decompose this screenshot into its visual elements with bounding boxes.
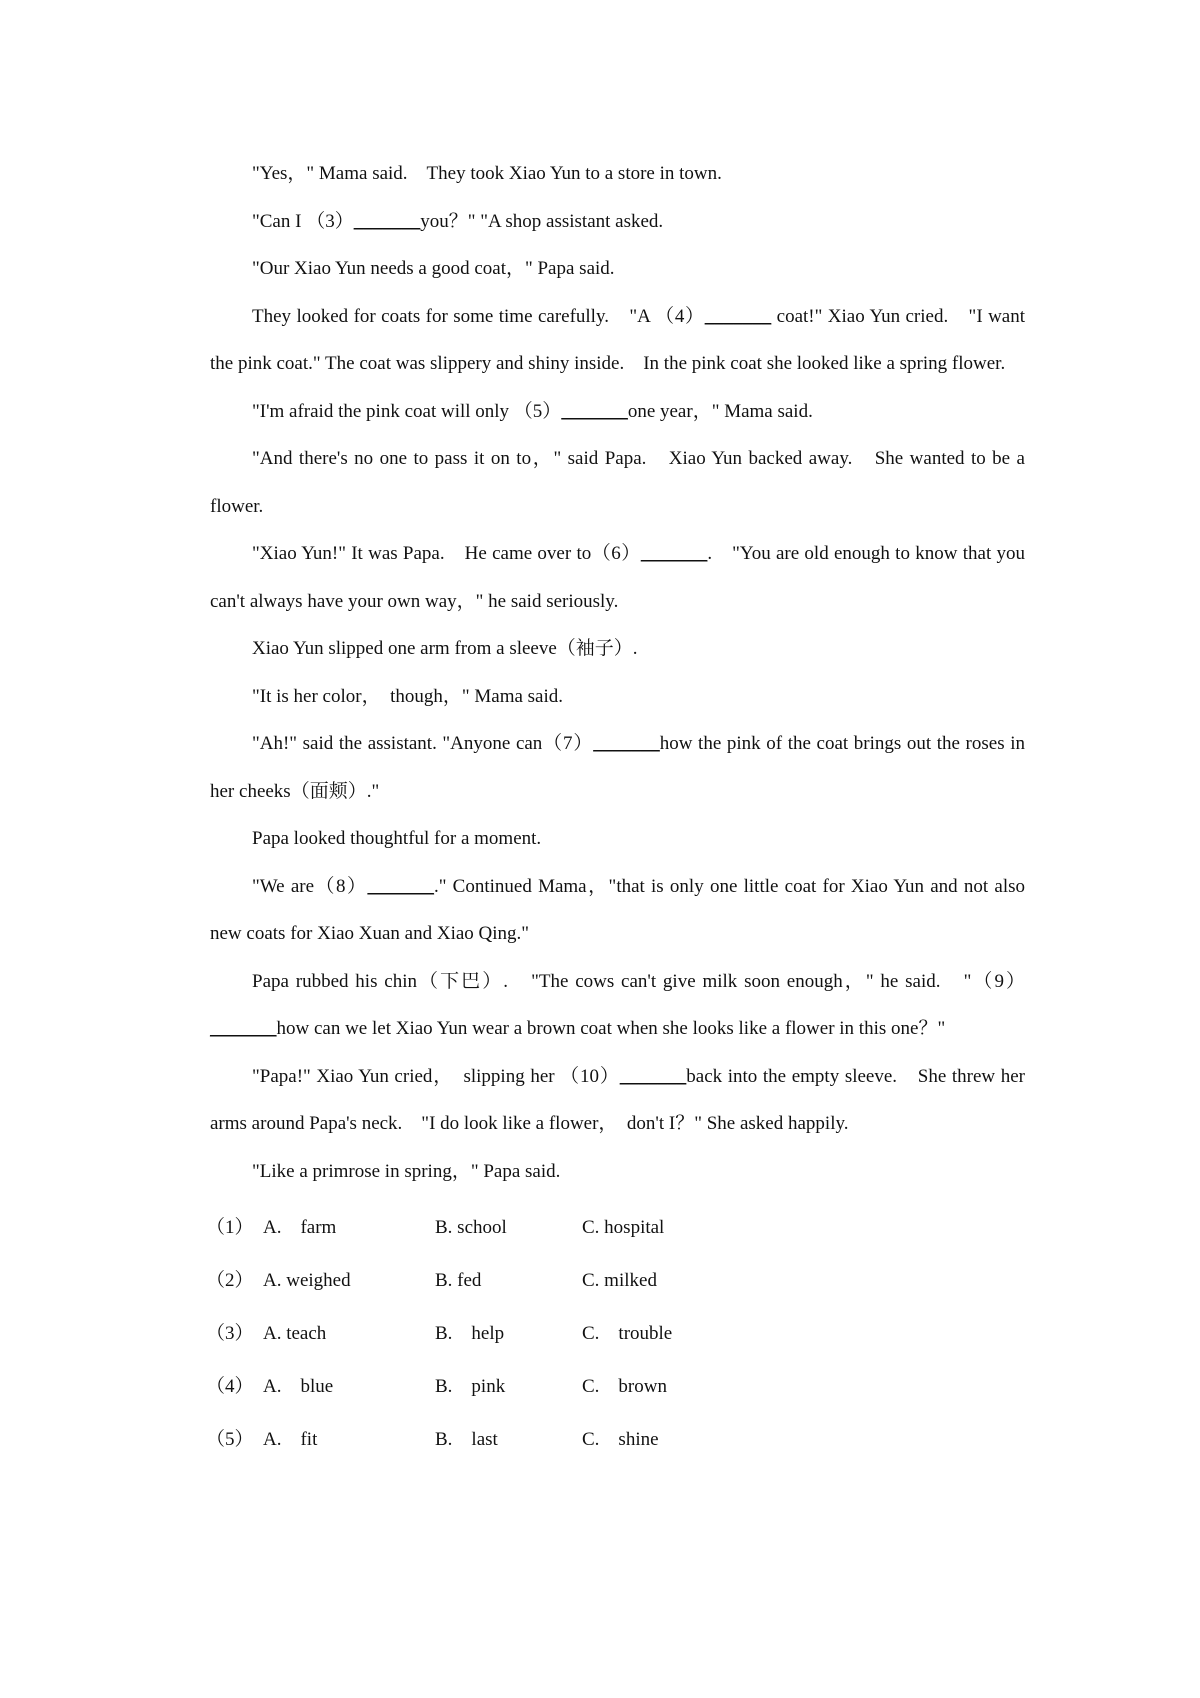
question-number: （2） <box>206 1270 254 1291</box>
option-row <box>206 1254 1025 1307</box>
option-row <box>206 1413 1025 1466</box>
option-c: C. hospital <box>582 1217 665 1238</box>
option-c: C. brown <box>582 1376 667 1397</box>
option-c: C. trouble <box>582 1323 673 1344</box>
paragraph <box>210 1148 1025 1196</box>
text-run: "Papa!" Xiao Yun cried， slipping her （10） <box>252 1065 620 1087</box>
option-row <box>206 1307 1025 1360</box>
option-c: C. shine <box>582 1429 659 1450</box>
paragraph <box>210 530 1025 625</box>
question-number: （3） <box>206 1323 254 1344</box>
text-run: "Can I （3） <box>252 210 354 232</box>
answer-blank: _______ <box>367 875 434 897</box>
answer-options <box>206 1201 1025 1466</box>
paragraph <box>210 625 1025 673</box>
answer-blank: _______ <box>353 210 421 232</box>
answer-blank: _______ <box>210 1018 277 1039</box>
paragraph <box>210 815 1025 863</box>
option-a: A. farm <box>263 1217 337 1238</box>
answer-blank: _______ <box>640 543 708 564</box>
question-number: （1） <box>206 1217 254 1238</box>
option-a: A. weighed <box>263 1270 351 1291</box>
text-run: They looked for coats for some time carefully. "A （4） <box>252 305 705 327</box>
paragraph <box>210 720 1025 815</box>
paragraph <box>210 435 1025 530</box>
paragraph <box>210 150 1025 198</box>
paragraph <box>210 245 1025 293</box>
option-row <box>206 1201 1025 1254</box>
paragraph <box>210 198 1025 246</box>
text-run: Xiao Yun slipped one arm from a sleeve（袖子）. <box>252 638 638 659</box>
paragraph <box>210 958 1025 1053</box>
paragraph <box>210 863 1025 958</box>
text-run: "Yes，" Mama said. They took Xiao Yun to a store in town. <box>252 163 722 184</box>
option-a: A. blue <box>263 1376 334 1397</box>
text-run: "We are（8） <box>252 875 368 897</box>
document-page <box>206 150 1026 1466</box>
text-run: . "You are old enough to know that you can't always have your own way，" he said seriously. <box>210 543 1025 612</box>
answer-blank: _______ <box>619 1065 687 1087</box>
text-run: "I'm afraid the pink coat will only （5） <box>252 400 562 422</box>
text-run: Papa rubbed his chin（下巴）. "The cows can't give milk soon enough，" he said. "（9） <box>252 970 1025 992</box>
text-run: "Ah!" said the assistant. "Anyone can（7） <box>252 733 594 754</box>
text-run: how the pink of the coat brings out the roses in her cheeks（面颊）." <box>210 733 1025 802</box>
option-b: B. school <box>435 1217 507 1238</box>
paragraph <box>210 388 1025 436</box>
option-c: C. milked <box>582 1270 657 1291</box>
paragraph <box>210 1053 1025 1148</box>
option-b: B. pink <box>435 1376 506 1397</box>
question-number: （4） <box>206 1376 254 1397</box>
option-b: B. help <box>435 1323 505 1344</box>
paragraph <box>210 293 1025 388</box>
text-run: "Our Xiao Yun needs a good coat，" Papa said. <box>252 258 615 279</box>
text-run: "Like a primrose in spring，" Papa said. <box>252 1160 561 1182</box>
passage <box>210 150 1025 1195</box>
option-b: B. fed <box>435 1270 482 1291</box>
option-a: A. teach <box>263 1323 327 1344</box>
text-run: how can we let Xiao Yun wear a brown coat when she looks like a flower in this one？" <box>276 1018 946 1039</box>
question-number: （5） <box>206 1429 254 1450</box>
text-run: one year，" Mama said. <box>627 400 813 422</box>
option-row <box>206 1360 1025 1413</box>
option-a: A. fit <box>263 1429 318 1450</box>
option-b: B. last <box>435 1429 498 1450</box>
paragraph <box>210 673 1025 721</box>
answer-blank: _______ <box>704 305 772 327</box>
text-run: coat!" Xiao Yun cried. "I want the pink coat." The coat was slippery and shiny inside. In the pink coat she looked like a spring flower. <box>210 305 1026 374</box>
text-run: ." Continued Mama，"that is only one little coat for Xiao Yun and not also new coats for Xiao Xuan and Xiao Qing." <box>210 875 1025 944</box>
text-run: Papa looked thoughtful for a moment. <box>252 828 542 849</box>
text-run: "It is her color， though，" Mama said. <box>252 685 564 707</box>
answer-blank: _______ <box>561 400 628 422</box>
text-run: "Xiao Yun!" It was Papa. He came over to（6） <box>252 543 641 564</box>
text-run: back into the empty sleeve. She threw her arms around Papa's neck. "I do look like a flower， don't I？" She asked happily. <box>210 1065 1025 1134</box>
answer-blank: _______ <box>593 733 660 754</box>
text-run: you？" "A shop assistant asked. <box>420 210 664 232</box>
text-run: "And there's no one to pass it on to，" said Papa. Xiao Yun backed away. She wanted to be a flower. <box>210 448 1025 517</box>
